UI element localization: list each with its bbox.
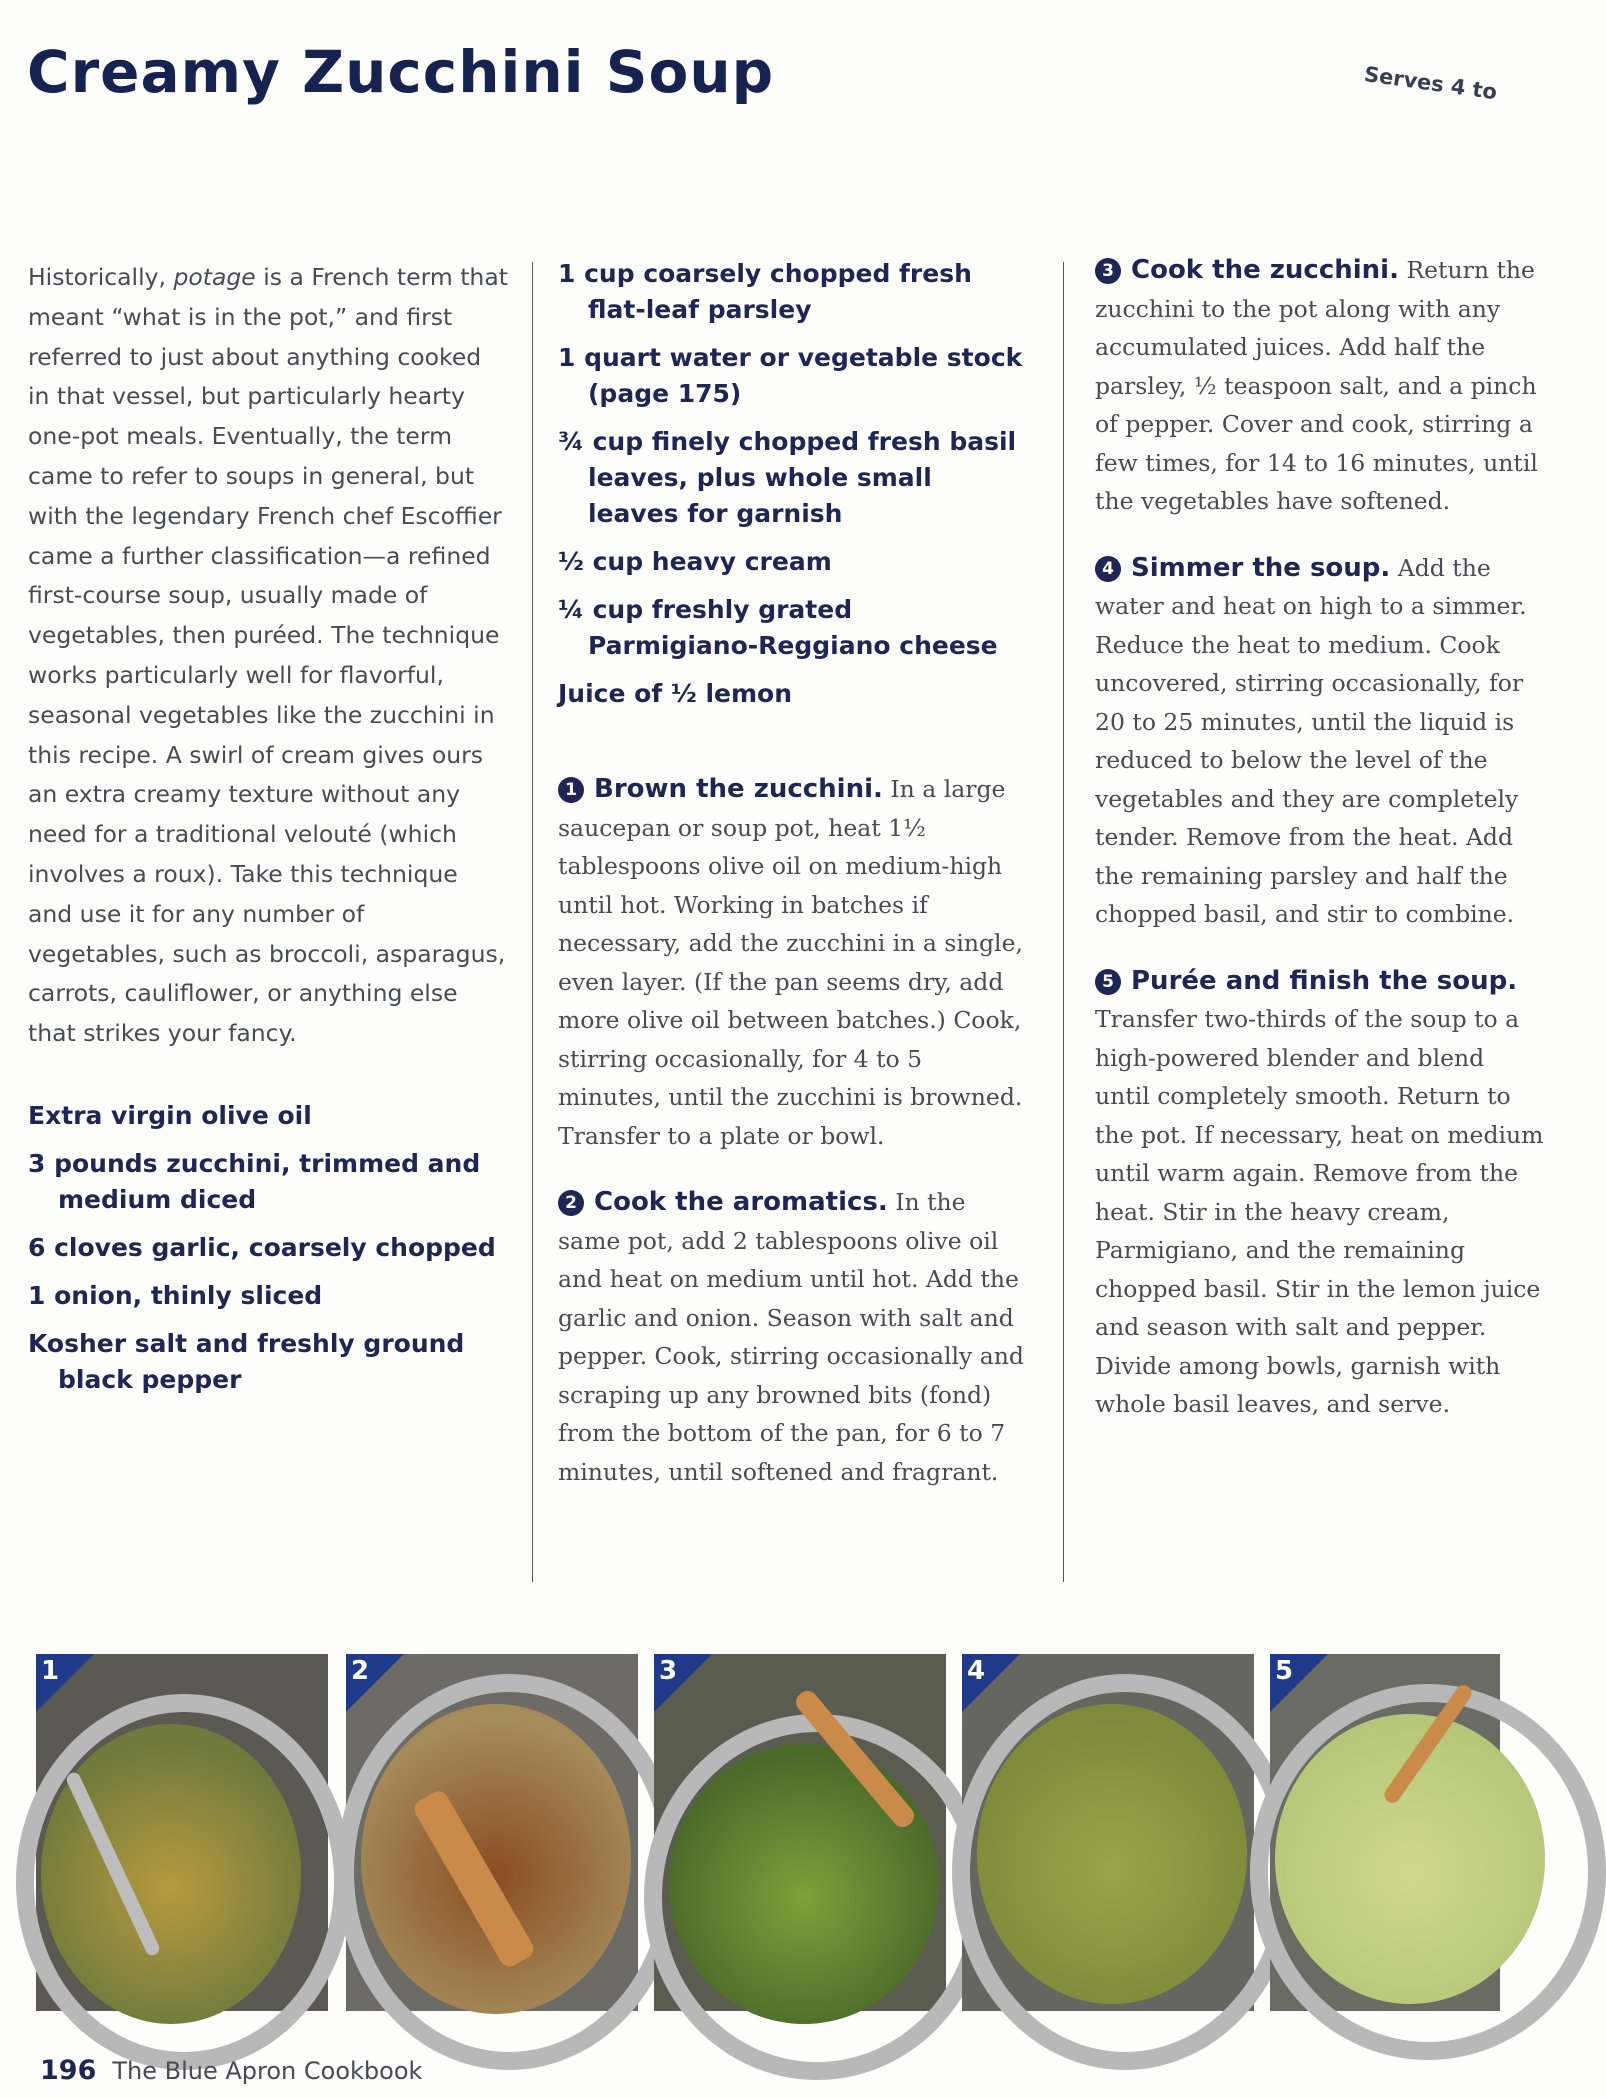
page-footer — [40, 2055, 422, 2086]
photo-number: 5 — [1275, 1656, 1294, 1686]
intro-italic-term: potage — [173, 263, 256, 291]
photo-number: 4 — [967, 1656, 986, 1686]
step-number-badge: 3 — [1095, 258, 1121, 284]
step-3 — [1095, 251, 1545, 521]
step-photo-3 — [654, 1654, 946, 2011]
step-body: Transfer two-thirds of the soup to a high-powered blender and blend until completely smooth. Return to the pot. If necessary, heat on medium until warm again. Remove from the heat. Stir in the heavy cream, Parmigiano, and the remaining chopped basil. Stir in the lemon juice and season with salt and pepper. Divide among bowls, garnish with whole basil leaves, and serve. — [1095, 1005, 1544, 1418]
ingredient-list-1 — [28, 1098, 508, 1398]
step-photo-strip — [36, 1654, 1500, 2014]
ingredient-item: 1 quart water or vegetable stock (page 175) — [558, 343, 1023, 408]
ingredient-item: Juice of ½ lemon — [558, 679, 793, 708]
pot-contents — [361, 1704, 631, 2014]
photo-number: 2 — [351, 1656, 370, 1686]
photo-number: 1 — [41, 1656, 60, 1686]
recipe-title: Creamy Zucchini Soup — [27, 38, 775, 106]
step-number-badge: 2 — [558, 1190, 584, 1216]
step-photo-2 — [346, 1654, 638, 2011]
step-body: In the same pot, add 2 tablespoons olive oil and heat on medium until hot. Add the garlic and onion. Season with salt and pepper. Cook, stirring occasionally and scraping up any browned bits (fond) from the bottom of the pan, for 6 to 7 minutes, until softened and fragrant. — [558, 1188, 1024, 1486]
step-title: Cook the aromatics. — [594, 1187, 888, 1217]
column-ingredients-steps — [558, 256, 1028, 1519]
step-4 — [1095, 549, 1545, 934]
pot-contents — [977, 1704, 1247, 2004]
intro-text-rest: is a French term that meant “what is in the pot,” and first referred to just about anything cooked in that vessel, but particularly hearty one-pot meals. Eventually, the term came to refer to soups in general, but with the legendary French chef Escoffier came a further classification—a refined first-course soup, usually made of vegetables, then puréed. The technique works particularly well for flavorful, seasonal vegetables like the zucchini in this recipe. A swirl of cream gives ours an extra creamy texture without any need for a traditional velouté (which involves a roux). Take this technique and use it for any number of vegetables, such as broccoli, asparagus, carrots, cauliflower, or anything else that strikes your fancy. — [28, 263, 508, 1048]
step-photo-4 — [962, 1654, 1254, 2011]
step-title: Simmer the soup. — [1131, 552, 1391, 583]
step-1 — [558, 770, 1028, 1155]
step-number-badge: 1 — [558, 777, 584, 803]
step-title: Cook the zucchini. — [1131, 255, 1399, 285]
ingredient-item: ¾ cup finely chopped fresh basil leaves, plus whole small leaves for garnish — [558, 427, 1017, 528]
step-body: Add the water and heat on high to a simmer. Reduce the heat to medium. Cook uncovered, stirring occasionally, for 20 to 25 minutes, until the liquid is reduced to below the level of the vegetables and they are completely tender. Remove from the heat. Add the remaining parsley and half the chopped basil, and stir to combine. — [1095, 553, 1527, 928]
page-number: 196 — [40, 2055, 97, 2086]
ingredient-item: Kosher salt and freshly ground black pepper — [28, 1328, 465, 1394]
column-intro — [28, 258, 508, 1410]
serves-label: Serves 4 to — [1362, 62, 1499, 105]
intro-text-start: Historically, — [28, 263, 174, 291]
step-title: Brown the zucchini. — [594, 774, 883, 804]
column-divider — [1063, 262, 1064, 1582]
ingredient-item: ¼ cup freshly grated Parmigiano-Reggiano cheese — [558, 595, 998, 660]
column-steps — [1095, 251, 1544, 1418]
ingredient-list-2 — [558, 256, 1028, 712]
step-number-badge: 4 — [1095, 556, 1121, 582]
ingredient-item: 1 cup coarsely chopped fresh flat-leaf parsley — [558, 259, 972, 324]
pot-contents — [41, 1724, 301, 2024]
step-photo-1 — [36, 1654, 328, 2011]
step-5 — [1095, 962, 1545, 1424]
ingredient-item: ½ cup heavy cream — [558, 547, 832, 576]
intro-paragraph — [28, 258, 508, 1054]
step-body: Return the zucchini to the pot along with any accumulated juices. Add half the parsley, ½ teaspoon salt, and a pinch of pepper. Cover and cook, stirring a few times, for 14 to 16 minutes, until the vegetables have softened. — [1095, 256, 1538, 515]
book-title: The Blue Apron Cookbook — [112, 2057, 423, 2085]
ingredient-item: Extra virgin olive oil — [28, 1100, 312, 1130]
ingredient-item: 6 cloves garlic, coarsely chopped — [28, 1232, 496, 1262]
column-divider — [532, 262, 533, 1582]
step-2 — [558, 1183, 1028, 1491]
ingredient-item: 1 onion, thinly sliced — [28, 1280, 323, 1310]
photo-number: 3 — [659, 1656, 678, 1686]
step-number-badge: 5 — [1095, 969, 1121, 995]
step-title: Purée and finish the soup. — [1131, 965, 1518, 996]
step-photo-5 — [1270, 1654, 1500, 2011]
ingredient-item: 3 pounds zucchini, trimmed and medium diced — [28, 1148, 481, 1214]
steps-group-1 — [558, 770, 1028, 1491]
step-body: In a large saucepan or soup pot, heat 1½ tablespoons olive oil on medium-high until hot. Working in batches if necessary, add the zucchini in a single, even layer. (If the pan seems dry, add more olive oil between batches.) Cook, stirring occasionally, for 4 to 5 minutes, until the zucchini is browned. Transfer to a plate or bowl. — [558, 775, 1023, 1150]
pot-contents — [669, 1744, 939, 2024]
